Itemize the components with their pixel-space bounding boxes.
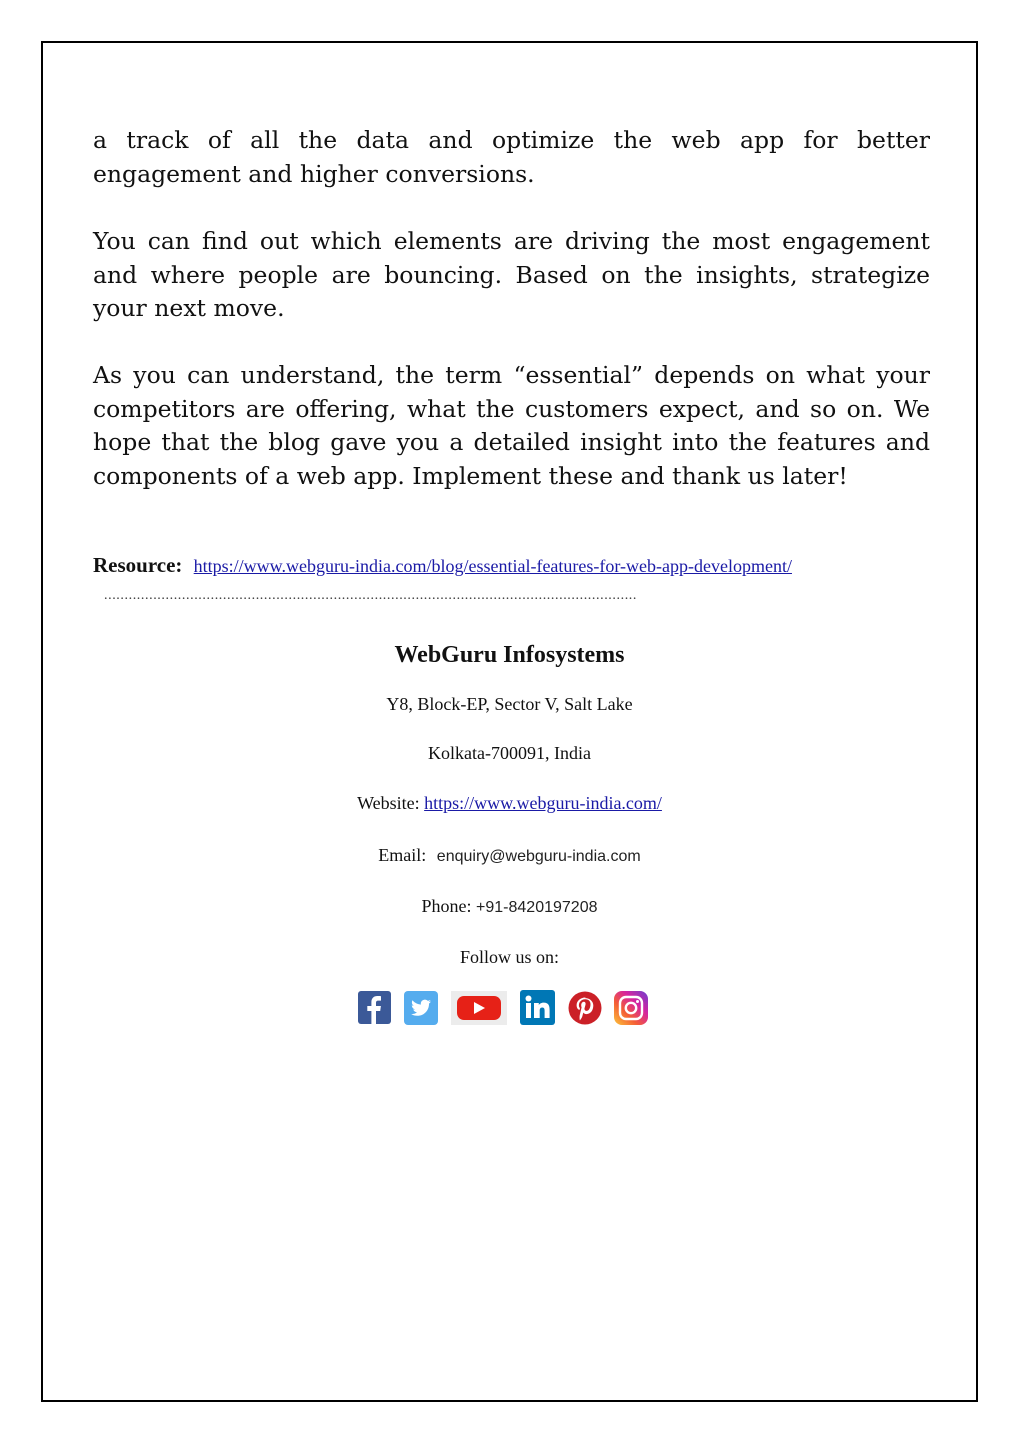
- resource-label: Resource:: [93, 553, 183, 577]
- pinterest-icon[interactable]: [568, 991, 602, 1030]
- paragraph-1: a track of all the data and optimize the web app for better engagement and higher conversions.: [93, 126, 930, 188]
- website-link[interactable]: https://www.webguru-india.com/: [424, 793, 662, 813]
- follow-label: Follow us on:: [459, 947, 560, 967]
- paragraph-3: As you can understand, the term “essential” depends on what your competitors are offering, what the customers expect, and so on. We hope that the blog gave you a detailed insight into the features and components of a web app. Implement these and thank us later!: [93, 361, 930, 490]
- website-label: Website:: [357, 793, 420, 813]
- phone-label: Phone:: [421, 896, 472, 916]
- instagram-icon[interactable]: [614, 991, 648, 1030]
- email-value[interactable]: enquiry@webguru-india.com: [436, 848, 641, 865]
- email-line: [41, 845, 978, 866]
- dotted-divider: ..................................................................................................................................: [104, 588, 637, 603]
- phone-line: [41, 896, 978, 917]
- resource-line: [93, 553, 953, 578]
- address-line-2: Kolkata-700091, India: [428, 743, 591, 763]
- company-name: WebGuru Infosystems: [394, 642, 625, 668]
- resource-link[interactable]: https://www.webguru-india.com/blog/essential-features-for-web-app-development/: [193, 556, 792, 576]
- twitter-icon[interactable]: [404, 991, 438, 1030]
- phone-value: +91-8420197208: [476, 899, 598, 916]
- social-icons: [358, 993, 648, 1027]
- facebook-icon[interactable]: [358, 991, 391, 1029]
- linkedin-icon[interactable]: [520, 990, 555, 1030]
- address-line-1: Y8, Block-EP, Sector V, Salt Lake: [386, 694, 633, 714]
- email-label: Email:: [378, 845, 427, 865]
- paragraph-2: You can find out which elements are driving the most engagement and where people are bouncing. Based on the insights, strategize your next move.: [93, 227, 930, 323]
- website-line: [41, 793, 978, 814]
- youtube-icon[interactable]: [451, 991, 507, 1030]
